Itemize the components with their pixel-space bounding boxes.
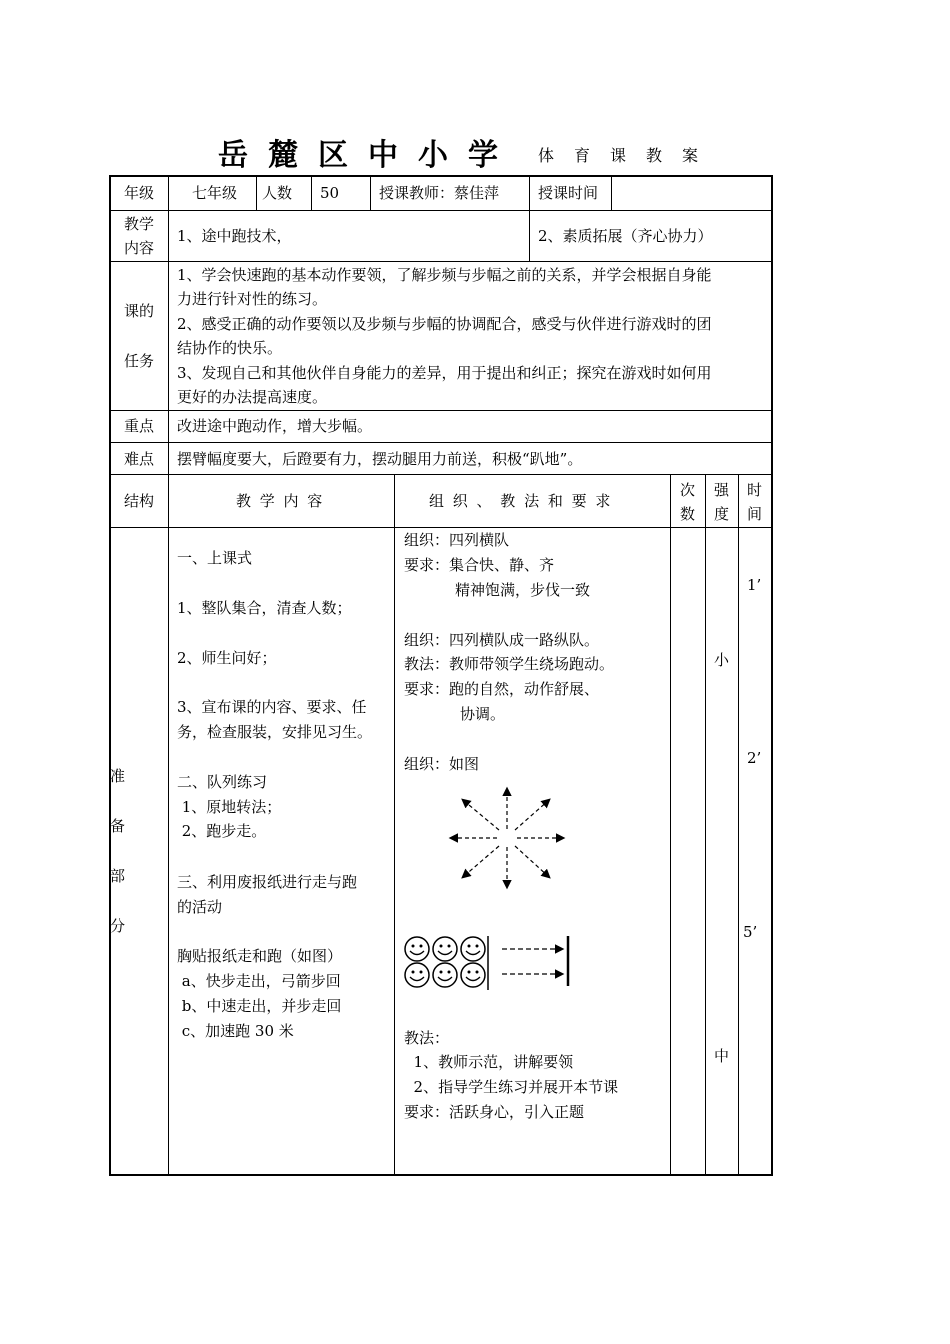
school-title: 岳麓区中小学 <box>218 138 518 173</box>
time-label: 授课时间 <box>538 184 599 202</box>
content-line: 1、原地转法； <box>177 798 282 816</box>
method-line: 要求：跑的自然，动作舒展、 <box>404 680 600 698</box>
table-border-right <box>771 175 773 1176</box>
intensity-value: 小 <box>714 651 730 669</box>
section-name-char: 部 <box>110 867 126 885</box>
time-value: 1’ <box>747 576 762 594</box>
col-time-1: 时 <box>747 481 763 499</box>
task-label-2: 任务 <box>124 352 155 370</box>
method-line: 要求：活跃身心，引入正题 <box>404 1103 585 1121</box>
section-name-char: 备 <box>110 817 126 835</box>
content-item-1: 1、途中跑技术， <box>177 227 292 245</box>
time-value: 5’ <box>743 923 758 941</box>
section-name-char: 准 <box>110 767 126 785</box>
task-line: 1、学会快速跑的基本动作要领，了解步频与步幅之前的关系，并学会根据自身能 <box>177 266 712 284</box>
col-time-2: 间 <box>747 505 763 523</box>
col-times-1: 次 <box>680 481 696 499</box>
content-label-1: 教学 <box>124 215 155 233</box>
content-line: a、快步走出，弓箭步回 <box>177 972 341 990</box>
task-line: 2、感受正确的动作要领以及步频与步幅的协调配合，感受与伙伴进行游戏时的团 <box>177 315 712 333</box>
content-line: 胸贴报纸走和跑（如图） <box>177 947 343 965</box>
method-line: 1、教师示范，讲解要领 <box>404 1053 574 1071</box>
content-line: 3、宣布课的内容、要求、任 <box>177 698 367 716</box>
method-line: 要求：集合快、静、齐 <box>404 556 555 574</box>
method-line: 2、指导学生练习并展开本节课 <box>404 1078 619 1096</box>
task-line: 结协作的快乐。 <box>177 339 283 357</box>
content-line: 2、跑步走。 <box>177 822 267 840</box>
col-structure: 结构 <box>124 492 155 510</box>
table-border-top <box>109 175 773 177</box>
col-intensity-1: 强 <box>714 481 730 499</box>
grade-label: 年级 <box>124 184 155 202</box>
method-line: 精神饱满，步伐一致 <box>455 581 591 599</box>
content-line: 二、队列练习 <box>177 773 268 791</box>
content-line: 一、上课式 <box>177 549 253 567</box>
table-border-left <box>109 175 111 1176</box>
eight-direction-arrows-icon <box>445 785 569 891</box>
difficulty-value: 摆臂幅度要大，后蹬要有力，摆动腿用力前送，积极“趴地”。 <box>177 450 583 468</box>
count-label: 人数 <box>262 184 293 202</box>
content-line: c、加速跑 30 米 <box>177 1022 294 1040</box>
method-line: 组织：四列横队成一路纵队。 <box>404 631 600 649</box>
content-line: b、中速走出，并步走回 <box>177 997 342 1015</box>
section-name-char: 分 <box>110 917 126 935</box>
method-line: 组织：如图 <box>404 755 480 773</box>
smiley-face-icon <box>402 936 574 992</box>
count-value: 50 <box>320 184 340 202</box>
method-line: 协调。 <box>460 705 506 723</box>
content-line: 2、师生问好； <box>177 649 277 667</box>
content-label-2: 内容 <box>124 239 155 257</box>
content-line: 的活动 <box>177 898 223 916</box>
intensity-value: 中 <box>714 1047 730 1065</box>
col-times-2: 数 <box>680 505 696 523</box>
task-line: 3、发现自己和其他伙伴自身能力的差异，用于提出和纠正；探究在游戏时如何用 <box>177 364 712 382</box>
time-value: 2’ <box>747 749 762 767</box>
task-line: 更好的办法提高速度。 <box>177 388 328 406</box>
key-label: 重点 <box>124 417 155 435</box>
key-value: 改进途中跑动作，增大步幅。 <box>177 417 373 435</box>
doc-type-title: 体育课教案 <box>538 146 719 165</box>
method-line: 组织：四列横队 <box>404 531 510 549</box>
content-line: 1、整队集合，清查人数； <box>177 599 352 617</box>
col-content: 教 学 内 容 <box>236 492 325 510</box>
content-item-2: 2、素质拓展（齐心协力） <box>538 227 713 245</box>
col-method: 组 织 、 教 法 和 要 求 <box>429 492 613 510</box>
content-line: 务，检查服装，安排见习生。 <box>177 723 373 741</box>
method-line: 教法：教师带领学生绕场跑动。 <box>404 655 615 673</box>
grade-value: 七年级 <box>192 184 238 202</box>
content-line: 三、利用废报纸进行走与跑 <box>177 873 358 891</box>
task-label-1: 课的 <box>124 302 155 320</box>
teacher-info: 授课教师：蔡佳萍 <box>379 184 500 202</box>
method-line: 教法： <box>404 1029 450 1047</box>
task-line: 力进行针对性的练习。 <box>177 290 328 308</box>
col-intensity-2: 度 <box>714 505 730 523</box>
table-border-bottom <box>109 1174 773 1176</box>
difficulty-label: 难点 <box>124 450 155 468</box>
